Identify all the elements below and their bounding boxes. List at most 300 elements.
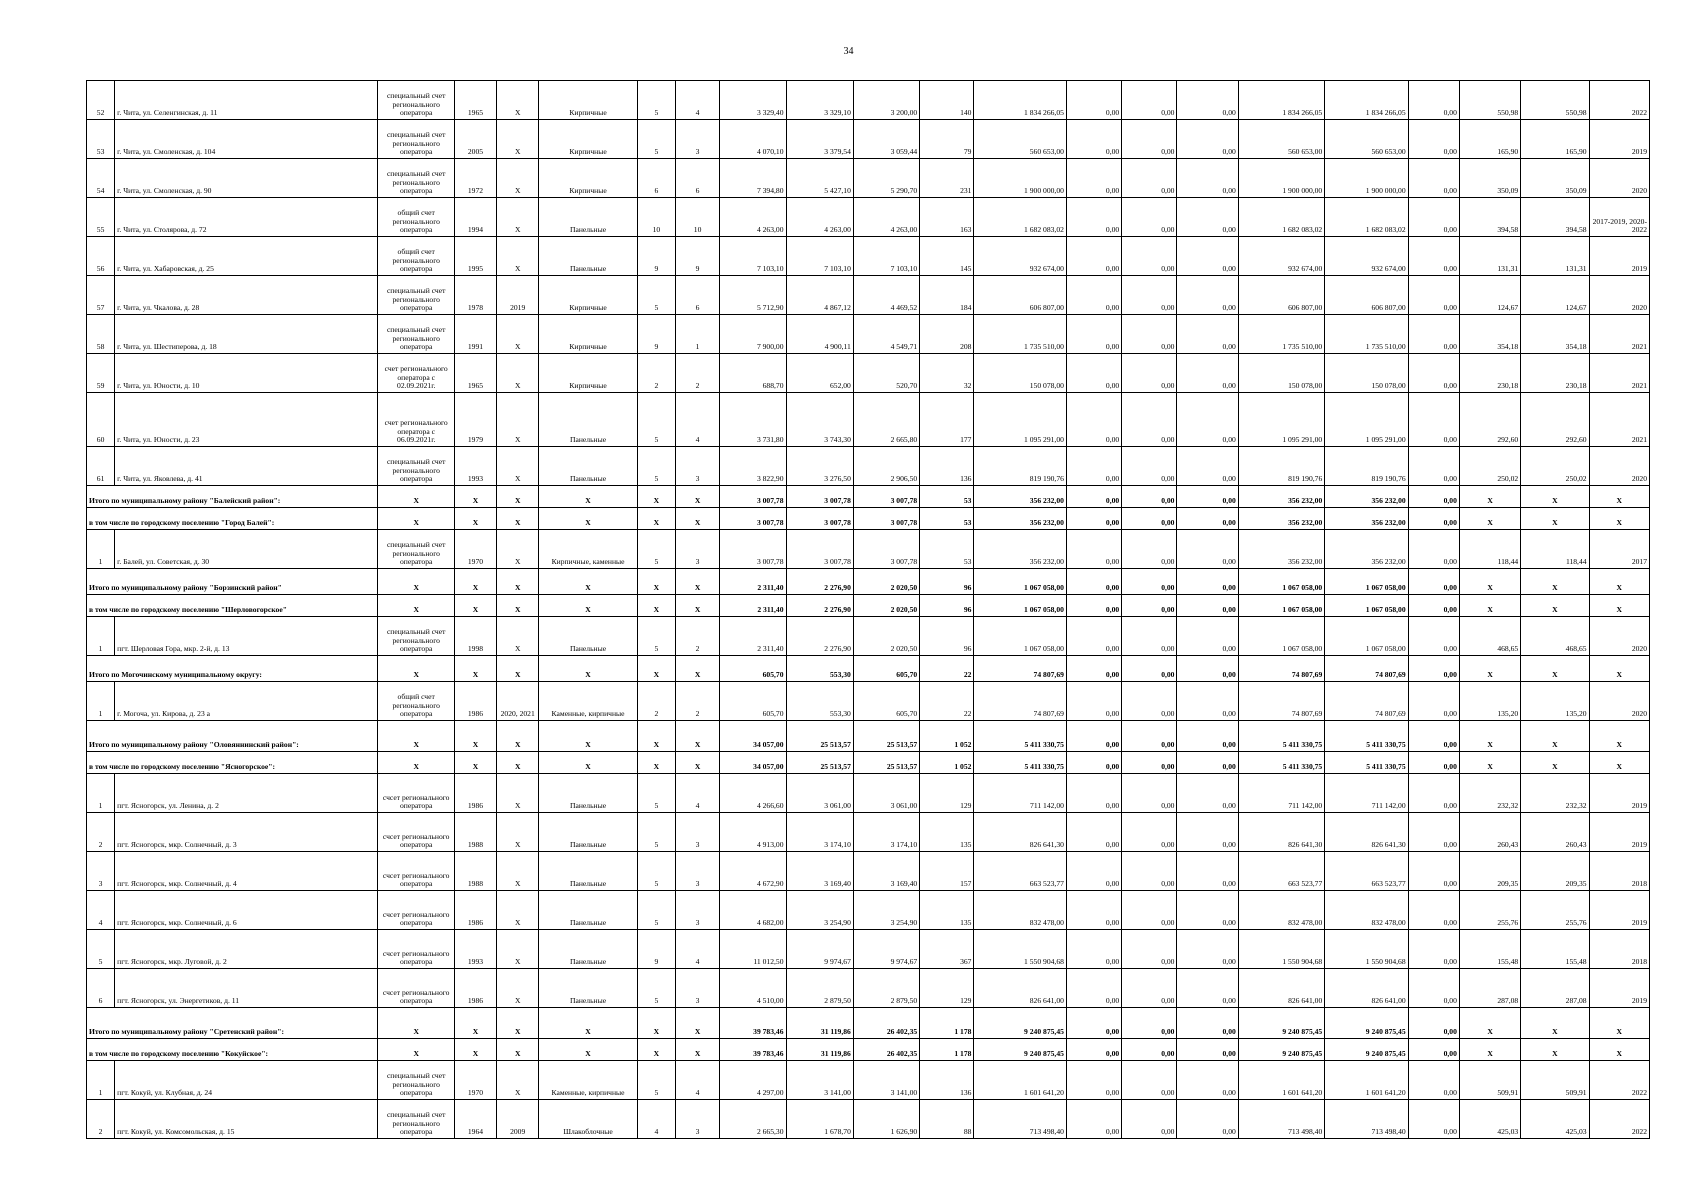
planned-term-cell: 2022 — [1589, 81, 1649, 120]
budget-region-cell: 0,00 — [1122, 752, 1177, 774]
planned-term-cell: 2019 — [1589, 969, 1649, 1008]
premises-area-cell: 3 141,00 — [786, 1061, 853, 1100]
owners-funds-cell: 713 498,40 — [1238, 1100, 1324, 1139]
budget-region-cell: 0,00 — [1122, 774, 1177, 813]
budget-region-cell: 0,00 — [1122, 159, 1177, 198]
floors-cell: 5 — [637, 81, 675, 120]
premises-area-cell: 3 743,30 — [786, 393, 853, 447]
table-row — [87, 774, 1650, 813]
residential-area-cell: 3 174,10 — [853, 813, 919, 852]
x-mark-cell: X — [378, 656, 454, 682]
budget-region-cell: 0,00 — [1122, 969, 1177, 1008]
owners-funds-cell: 74 807,69 — [1238, 656, 1324, 682]
cost-total-cell: 932 674,00 — [974, 237, 1066, 276]
x-mark-cell: X — [1459, 1008, 1520, 1039]
account-type-cell: специальный счет регионального оператора — [378, 1100, 454, 1139]
planned-term-cell: 2017 — [1589, 530, 1649, 569]
account-type-cell: специальный счет регионального оператора — [378, 120, 454, 159]
address-cell: г. Чита, ул. Юности, д. 10 — [115, 354, 378, 393]
last-repair-cell: X — [497, 315, 539, 354]
x-mark-cell: X — [1589, 721, 1649, 752]
other-funds-cell: 0,00 — [1408, 617, 1459, 656]
residential-area-cell: 3 007,78 — [853, 486, 919, 508]
subtotal-label: в том числе по городскому поселению "Кокуйское": — [87, 1039, 378, 1061]
cost-total-cell: 711 142,00 — [974, 774, 1066, 813]
x-mark-cell: X — [637, 1039, 675, 1061]
fund-cell: 0,00 — [1066, 276, 1121, 315]
budget-local-cell: 0,00 — [1177, 1061, 1238, 1100]
residential-area-cell: 26 402,35 — [853, 1008, 919, 1039]
table-body — [87, 81, 1650, 1139]
residential-area-cell: 2 020,50 — [853, 595, 919, 617]
budget-local-cell: 0,00 — [1177, 354, 1238, 393]
residents-cell: 136 — [920, 447, 974, 486]
x-mark-cell: X — [637, 1008, 675, 1039]
table-row — [87, 81, 1650, 120]
subtotal-label: Итого по муниципальному району "Борзинский район" — [87, 569, 378, 595]
residential-area-cell: 9 974,67 — [853, 930, 919, 969]
residents-cell: 140 — [920, 81, 974, 120]
residential-area-cell: 3 169,40 — [853, 852, 919, 891]
table-row — [87, 852, 1650, 891]
row-number: 53 — [87, 120, 115, 159]
entrances-cell: 3 — [675, 530, 719, 569]
fund-cell: 0,00 — [1066, 393, 1121, 447]
address-cell: пгт. Ясногорск, мкр. Солнечный, д. 3 — [115, 813, 378, 852]
other-funds-cell: 0,00 — [1408, 930, 1459, 969]
row-number: 1 — [87, 1061, 115, 1100]
account-type-cell: счсет регионального оператора — [378, 852, 454, 891]
entrances-cell: 6 — [675, 276, 719, 315]
residents-cell: 208 — [920, 315, 974, 354]
build-year-cell: 1991 — [454, 315, 496, 354]
residential-area-cell: 2 665,80 — [853, 393, 919, 447]
owners-funds-cell: 826 641,00 — [1238, 969, 1324, 1008]
owners-funds-account-cell: 1 067 058,00 — [1325, 595, 1408, 617]
wall-material-cell: Каменные, кирпичные — [539, 682, 638, 721]
x-mark-cell: X — [378, 1039, 454, 1061]
table-row — [87, 813, 1650, 852]
entrances-cell: 4 — [675, 393, 719, 447]
premises-area-cell: 7 103,10 — [786, 237, 853, 276]
table-row — [87, 530, 1650, 569]
unit-cost-cell: 425,03 — [1459, 1100, 1520, 1139]
fund-cell: 0,00 — [1066, 891, 1121, 930]
premises-area-cell: 3 169,40 — [786, 852, 853, 891]
x-mark-cell: X — [1459, 1039, 1520, 1061]
entrances-cell: 3 — [675, 813, 719, 852]
premises-area-cell: 3 007,78 — [786, 508, 853, 530]
residential-area-cell: 3 007,78 — [853, 530, 919, 569]
last-repair-cell: X — [497, 354, 539, 393]
subtotal-row — [87, 508, 1650, 530]
residents-cell: 129 — [920, 969, 974, 1008]
fund-cell: 0,00 — [1066, 774, 1121, 813]
x-mark-cell: X — [454, 721, 496, 752]
cost-total-cell: 1 067 058,00 — [974, 595, 1066, 617]
residents-cell: 96 — [920, 595, 974, 617]
wall-material-cell: Панельные — [539, 852, 638, 891]
wall-material-cell: Панельные — [539, 617, 638, 656]
total-area-cell: 4 297,00 — [720, 1061, 786, 1100]
residents-cell: 96 — [920, 569, 974, 595]
x-mark-cell: X — [378, 508, 454, 530]
build-year-cell: 1995 — [454, 237, 496, 276]
address-cell: г. Чита, ул. Яковлева, д. 41 — [115, 447, 378, 486]
residential-area-cell: 4 549,71 — [853, 315, 919, 354]
entrances-cell: 3 — [675, 120, 719, 159]
cost-total-cell: 1 067 058,00 — [974, 569, 1066, 595]
residential-area-cell: 605,70 — [853, 656, 919, 682]
subtotal-row — [87, 1039, 1650, 1061]
owners-funds-cell: 150 078,00 — [1238, 354, 1324, 393]
other-funds-cell: 0,00 — [1408, 508, 1459, 530]
cost-total-cell: 1 682 083,02 — [974, 198, 1066, 237]
residents-cell: 177 — [920, 393, 974, 447]
address-cell: г. Чита, ул. Чкалова, д. 28 — [115, 276, 378, 315]
total-area-cell: 3 007,78 — [720, 530, 786, 569]
premises-area-cell: 553,30 — [786, 682, 853, 721]
floors-cell: 5 — [637, 530, 675, 569]
budget-region-cell: 0,00 — [1122, 508, 1177, 530]
table-row — [87, 969, 1650, 1008]
owners-funds-account-cell: 606 807,00 — [1325, 276, 1408, 315]
fund-cell: 0,00 — [1066, 1100, 1121, 1139]
other-funds-cell: 0,00 — [1408, 393, 1459, 447]
address-cell: пгт. Ясногорск, мкр. Луговой, д. 2 — [115, 930, 378, 969]
other-funds-cell: 0,00 — [1408, 969, 1459, 1008]
table-row — [87, 393, 1650, 447]
last-repair-cell: X — [497, 198, 539, 237]
budget-region-cell: 0,00 — [1122, 530, 1177, 569]
other-funds-cell: 0,00 — [1408, 682, 1459, 721]
residents-cell: 367 — [920, 930, 974, 969]
x-mark-cell: X — [497, 595, 539, 617]
budget-region-cell: 0,00 — [1122, 569, 1177, 595]
build-year-cell: 1965 — [454, 81, 496, 120]
fund-cell: 0,00 — [1066, 1061, 1121, 1100]
subtotal-label: Итого по муниципальному району "Оловяннинский район": — [87, 721, 378, 752]
x-mark-cell: X — [497, 569, 539, 595]
budget-region-cell: 0,00 — [1122, 1008, 1177, 1039]
build-year-cell: 1979 — [454, 393, 496, 447]
owners-funds-cell: 1 682 083,02 — [1238, 198, 1324, 237]
last-repair-cell: 2020, 2021 — [497, 682, 539, 721]
planned-term-cell: 2021 — [1589, 354, 1649, 393]
budget-region-cell: 0,00 — [1122, 656, 1177, 682]
budget-local-cell: 0,00 — [1177, 393, 1238, 447]
x-mark-cell: X — [1589, 508, 1649, 530]
x-mark-cell: X — [539, 1039, 638, 1061]
address-cell: г. Балей, ул. Советская, д. 30 — [115, 530, 378, 569]
residents-cell: 1 178 — [920, 1039, 974, 1061]
row-number: 1 — [87, 617, 115, 656]
total-area-cell: 4 682,00 — [720, 891, 786, 930]
budget-local-cell: 0,00 — [1177, 237, 1238, 276]
unit-cost-cell: 250,02 — [1459, 447, 1520, 486]
x-mark-cell: X — [1459, 721, 1520, 752]
premises-area-cell: 3 174,10 — [786, 813, 853, 852]
owners-funds-account-cell: 356 232,00 — [1325, 530, 1408, 569]
planned-term-cell: 2017-2019, 2020-2022 — [1589, 198, 1649, 237]
max-unit-cost-cell: 118,44 — [1521, 530, 1589, 569]
owners-funds-account-cell: 1 550 904,68 — [1325, 930, 1408, 969]
residents-cell: 1 052 — [920, 721, 974, 752]
build-year-cell: 1988 — [454, 852, 496, 891]
cost-total-cell: 1 095 291,00 — [974, 393, 1066, 447]
budget-region-cell: 0,00 — [1122, 81, 1177, 120]
total-area-cell: 4 263,00 — [720, 198, 786, 237]
residents-cell: 136 — [920, 1061, 974, 1100]
x-mark-cell: X — [1521, 1039, 1589, 1061]
planned-term-cell: 2020 — [1589, 682, 1649, 721]
build-year-cell: 1986 — [454, 969, 496, 1008]
x-mark-cell: X — [1459, 569, 1520, 595]
address-cell: г. Чита, ул. Хабаровская, д. 25 — [115, 237, 378, 276]
x-mark-cell: X — [675, 508, 719, 530]
total-area-cell: 39 783,46 — [720, 1008, 786, 1039]
address-cell: г. Чита, ул. Смоленская, д. 104 — [115, 120, 378, 159]
premises-area-cell: 25 513,57 — [786, 721, 853, 752]
x-mark-cell: X — [454, 569, 496, 595]
premises-area-cell: 2 276,90 — [786, 595, 853, 617]
budget-region-cell: 0,00 — [1122, 315, 1177, 354]
x-mark-cell: X — [378, 486, 454, 508]
fund-cell: 0,00 — [1066, 530, 1121, 569]
budget-region-cell: 0,00 — [1122, 1100, 1177, 1139]
other-funds-cell: 0,00 — [1408, 721, 1459, 752]
row-number: 58 — [87, 315, 115, 354]
entrances-cell: 3 — [675, 969, 719, 1008]
residents-cell: 22 — [920, 682, 974, 721]
premises-area-cell: 2 276,90 — [786, 569, 853, 595]
residents-cell: 88 — [920, 1100, 974, 1139]
table-row — [87, 447, 1650, 486]
table-row — [87, 120, 1650, 159]
owners-funds-cell: 356 232,00 — [1238, 486, 1324, 508]
owners-funds-account-cell: 663 523,77 — [1325, 852, 1408, 891]
planned-term-cell: 2019 — [1589, 120, 1649, 159]
x-mark-cell: X — [1521, 508, 1589, 530]
address-cell: пгт. Шерловая Гора, мкр. 2-й, д. 13 — [115, 617, 378, 656]
unit-cost-cell: 135,20 — [1459, 682, 1520, 721]
other-funds-cell: 0,00 — [1408, 852, 1459, 891]
row-number: 2 — [87, 1100, 115, 1139]
total-area-cell: 11 012,50 — [720, 930, 786, 969]
x-mark-cell: X — [637, 656, 675, 682]
wall-material-cell: Каменные, кирпичные — [539, 1061, 638, 1100]
entrances-cell: 2 — [675, 354, 719, 393]
row-number: 56 — [87, 237, 115, 276]
other-funds-cell: 0,00 — [1408, 595, 1459, 617]
residents-cell: 231 — [920, 159, 974, 198]
x-mark-cell: X — [497, 1008, 539, 1039]
fund-cell: 0,00 — [1066, 198, 1121, 237]
budget-local-cell: 0,00 — [1177, 930, 1238, 969]
table-row — [87, 354, 1650, 393]
unit-cost-cell: 287,08 — [1459, 969, 1520, 1008]
budget-region-cell: 0,00 — [1122, 1061, 1177, 1100]
x-mark-cell: X — [539, 486, 638, 508]
x-mark-cell: X — [539, 1008, 638, 1039]
fund-cell: 0,00 — [1066, 682, 1121, 721]
budget-local-cell: 0,00 — [1177, 752, 1238, 774]
row-number: 3 — [87, 852, 115, 891]
table-row — [87, 276, 1650, 315]
cost-total-cell: 1 900 000,00 — [974, 159, 1066, 198]
unit-cost-cell: 394,58 — [1459, 198, 1520, 237]
last-repair-cell: X — [497, 1061, 539, 1100]
owners-funds-cell: 1 601 641,20 — [1238, 1061, 1324, 1100]
residents-cell: 1 052 — [920, 752, 974, 774]
subtotal-row — [87, 595, 1650, 617]
x-mark-cell: X — [497, 1039, 539, 1061]
budget-region-cell: 0,00 — [1122, 237, 1177, 276]
entrances-cell: 4 — [675, 1061, 719, 1100]
subtotal-row — [87, 1008, 1650, 1039]
owners-funds-account-cell: 826 641,00 — [1325, 969, 1408, 1008]
budget-local-cell: 0,00 — [1177, 852, 1238, 891]
floors-cell: 5 — [637, 617, 675, 656]
owners-funds-cell: 356 232,00 — [1238, 530, 1324, 569]
cost-total-cell: 356 232,00 — [974, 486, 1066, 508]
x-mark-cell: X — [637, 508, 675, 530]
cost-total-cell: 5 411 330,75 — [974, 752, 1066, 774]
premises-area-cell: 3 007,78 — [786, 530, 853, 569]
entrances-cell: 2 — [675, 617, 719, 656]
max-unit-cost-cell: 124,67 — [1521, 276, 1589, 315]
residents-cell: 184 — [920, 276, 974, 315]
x-mark-cell: X — [675, 721, 719, 752]
entrances-cell: 10 — [675, 198, 719, 237]
cost-total-cell: 1 550 904,68 — [974, 930, 1066, 969]
x-mark-cell: X — [539, 595, 638, 617]
residential-area-cell: 520,70 — [853, 354, 919, 393]
floors-cell: 4 — [637, 1100, 675, 1139]
total-area-cell: 39 783,46 — [720, 1039, 786, 1061]
owners-funds-account-cell: 5 411 330,75 — [1325, 752, 1408, 774]
x-mark-cell: X — [637, 752, 675, 774]
x-mark-cell: X — [497, 721, 539, 752]
owners-funds-cell: 1 735 510,00 — [1238, 315, 1324, 354]
x-mark-cell: X — [454, 1039, 496, 1061]
cost-total-cell: 826 641,00 — [974, 969, 1066, 1008]
row-number: 6 — [87, 969, 115, 1008]
total-area-cell: 2 311,40 — [720, 569, 786, 595]
residents-cell: 163 — [920, 198, 974, 237]
x-mark-cell: X — [497, 656, 539, 682]
max-unit-cost-cell: 350,09 — [1521, 159, 1589, 198]
unit-cost-cell: 468,65 — [1459, 617, 1520, 656]
table-row — [87, 682, 1650, 721]
fund-cell: 0,00 — [1066, 656, 1121, 682]
row-number: 2 — [87, 813, 115, 852]
owners-funds-cell: 663 523,77 — [1238, 852, 1324, 891]
last-repair-cell: X — [497, 813, 539, 852]
budget-local-cell: 0,00 — [1177, 508, 1238, 530]
subtotal-row — [87, 569, 1650, 595]
other-funds-cell: 0,00 — [1408, 354, 1459, 393]
wall-material-cell: Кирпичные — [539, 159, 638, 198]
max-unit-cost-cell: 250,02 — [1521, 447, 1589, 486]
address-cell: пгт. Ясногорск, ул. Энергетиков, д. 11 — [115, 969, 378, 1008]
wall-material-cell: Панельные — [539, 774, 638, 813]
budget-local-cell: 0,00 — [1177, 447, 1238, 486]
table-row — [87, 1061, 1650, 1100]
premises-area-cell: 25 513,57 — [786, 752, 853, 774]
floors-cell: 9 — [637, 315, 675, 354]
subtotal-row — [87, 752, 1650, 774]
account-type-cell: специальный счет регионального оператора — [378, 159, 454, 198]
account-type-cell: общий счет регионального оператора — [378, 237, 454, 276]
account-type-cell: счсет регионального оператора — [378, 891, 454, 930]
max-unit-cost-cell: 292,60 — [1521, 393, 1589, 447]
cost-total-cell: 560 653,00 — [974, 120, 1066, 159]
budget-local-cell: 0,00 — [1177, 813, 1238, 852]
wall-material-cell: Кирпичные — [539, 354, 638, 393]
cost-total-cell: 663 523,77 — [974, 852, 1066, 891]
budget-region-cell: 0,00 — [1122, 447, 1177, 486]
owners-funds-account-cell: 5 411 330,75 — [1325, 721, 1408, 752]
planned-term-cell: 2019 — [1589, 237, 1649, 276]
x-mark-cell: X — [1589, 569, 1649, 595]
max-unit-cost-cell: 135,20 — [1521, 682, 1589, 721]
owners-funds-cell: 819 190,76 — [1238, 447, 1324, 486]
owners-funds-account-cell: 1 067 058,00 — [1325, 617, 1408, 656]
planned-term-cell: 2019 — [1589, 813, 1649, 852]
planned-term-cell: 2022 — [1589, 1061, 1649, 1100]
premises-area-cell: 4 867,12 — [786, 276, 853, 315]
cost-total-cell: 819 190,76 — [974, 447, 1066, 486]
residential-area-cell: 3 200,00 — [853, 81, 919, 120]
floors-cell: 5 — [637, 1061, 675, 1100]
floors-cell: 9 — [637, 930, 675, 969]
last-repair-cell: 2009 — [497, 1100, 539, 1139]
owners-funds-account-cell: 9 240 875,45 — [1325, 1039, 1408, 1061]
last-repair-cell: X — [497, 120, 539, 159]
x-mark-cell: X — [637, 721, 675, 752]
premises-area-cell: 553,30 — [786, 656, 853, 682]
total-area-cell: 7 900,00 — [720, 315, 786, 354]
residential-area-cell: 3 254,90 — [853, 891, 919, 930]
owners-funds-account-cell: 560 653,00 — [1325, 120, 1408, 159]
x-mark-cell: X — [1589, 656, 1649, 682]
budget-local-cell: 0,00 — [1177, 969, 1238, 1008]
fund-cell: 0,00 — [1066, 81, 1121, 120]
budget-local-cell: 0,00 — [1177, 315, 1238, 354]
x-mark-cell: X — [454, 752, 496, 774]
fund-cell: 0,00 — [1066, 508, 1121, 530]
build-year-cell: 1986 — [454, 774, 496, 813]
address-cell: г. Чита, ул. Селенгинская, д. 11 — [115, 81, 378, 120]
entrances-cell: 3 — [675, 1100, 719, 1139]
row-number: 1 — [87, 682, 115, 721]
floors-cell: 5 — [637, 447, 675, 486]
other-funds-cell: 0,00 — [1408, 891, 1459, 930]
table-row — [87, 315, 1650, 354]
premises-area-cell: 31 119,86 — [786, 1008, 853, 1039]
budget-local-cell: 0,00 — [1177, 617, 1238, 656]
last-repair-cell: X — [497, 393, 539, 447]
build-year-cell: 1993 — [454, 930, 496, 969]
budget-region-cell: 0,00 — [1122, 276, 1177, 315]
residents-cell: 32 — [920, 354, 974, 393]
floors-cell: 2 — [637, 354, 675, 393]
x-mark-cell: X — [378, 569, 454, 595]
residential-area-cell: 25 513,57 — [853, 721, 919, 752]
x-mark-cell: X — [1459, 752, 1520, 774]
wall-material-cell: Панельные — [539, 930, 638, 969]
